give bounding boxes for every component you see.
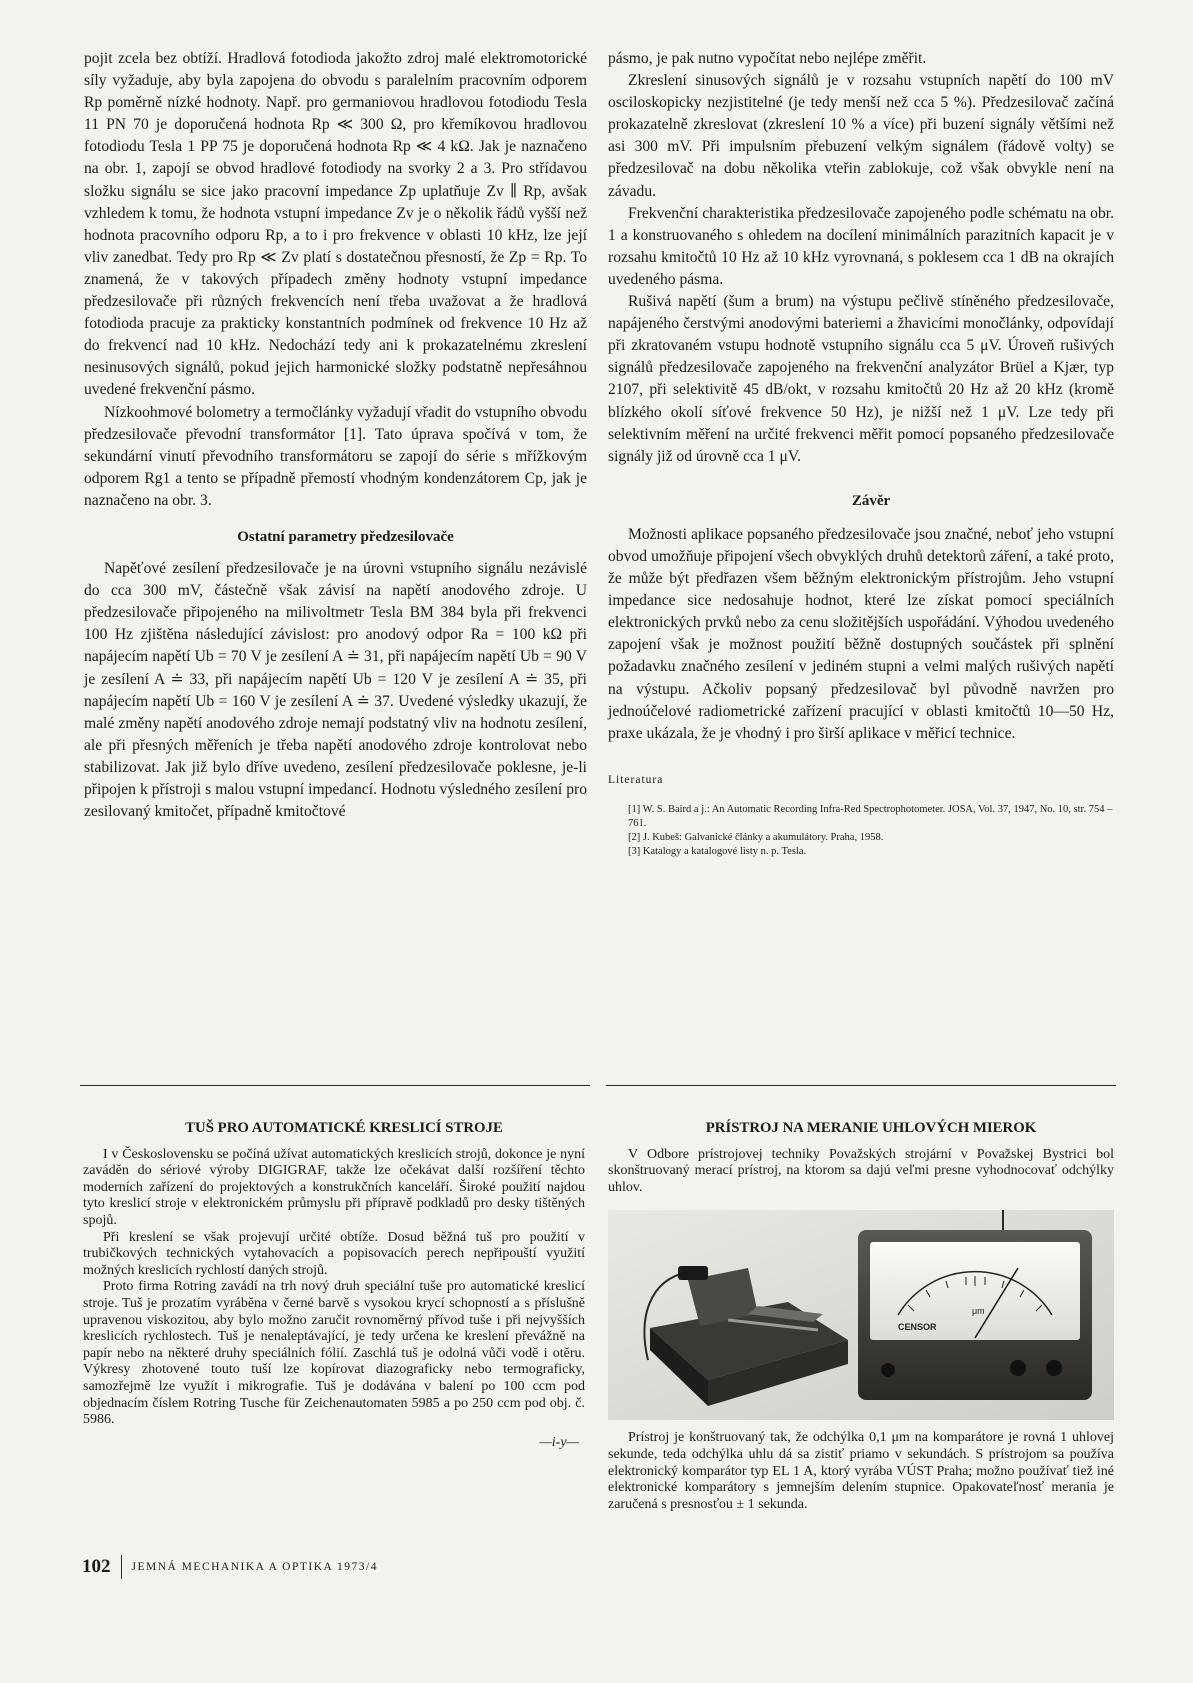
photo-caption: Prístroj je konštruovaný tak, že odchýlka 0,1 μm na komparátore je rovná 1 uhlovej sekunde, teda odchýlka uhlu dá sa zistiť priamo v sekundách. S prístrojom sa používa elektronický komparátor typ EL 1 A, ktorý vyrába VÚST Praha; možno používať tiež iné elektronické komparátory s jemnejším delením stupnice. Opakovateľnosť merania je zaručená s presnosťou ± 1 sekunda. [608,1430,1114,1512]
meter-unit-label: μm [972,1306,985,1317]
knob-icon [1010,1360,1026,1376]
paragraph: Nízkoohmové bolometry a termočlánky vyžadují vřadit do vstupního obvodu předzesilovače převodní transformátor [1]. Tato úprava spočívá v tom, že sekundární vinutí převodního transformátoru se zapojí do série s mřížkovým odporem Rg1 a tento se případně přemostí vhodným kondenzátorem Cp, jak je naznačeno na obr. 3. [84,403,587,509]
page-number: 102 [82,1556,111,1577]
section-heading: Závěr [851,492,891,509]
paragraph: Při kreslení se však projevují určité obtíže. Dosud běžná tuš pro použití v trubičkových technických vytahovacích a popisovacích perech nepřipouští využití možných kreslicích rychlostí daných strojů. [83,1229,585,1278]
paragraph: Frekvenční charakteristika předzesilovače zapojeného podle schématu na obr. 1 a konstruovaného s ohledem na docílení minimálních parazitních kapacit je v rozsahu kmitočtů 10 Hz až 10 kHz vyrovnaná, s poklesem cca 1 dB na okrajích uvedeného pásma. [608,204,1114,288]
reference: [2] J. Kubeš: Galvanické články a akumulátory. Praha, 1958. [628,831,884,843]
section-heading: Ostatní parametry předzesilovače [237,528,454,545]
author-signature: —i-y— [539,1434,579,1450]
article-title: TUŠ PRO AUTOMATICKÉ KRESLICÍ STROJE [185,1120,503,1136]
paragraph: Možnosti aplikace popsaného předzesilovače jsou značné, neboť jeho vstupní obvod umožňuje připojení všech obvyklých druhů detektorů záření, a také proto, že může být předřazen všem běžným elektronickým přístrojům. Jeho vstupní impedance sice nedosahuje hodnot, které lze získat pomocí speciálních elektronických prvků nebo za cenu složitějších uspořádání. Výhodou uvedeného zapojení však je možnost použití běžně dostupných součástek při splnění požadavku značného zesílení v jediném stupni a velmi malých rušivých napětí na výstupu. Ačkoliv popsaný předzesilovač byl původně navržen pro jednoúčelové radiometrické zařízení pracující v oblasti kmitočtů 10—50 Hz, praxe ukázala, že je vhodný i pro širší aplikace v měřicí technice. [608,525,1114,742]
paragraph: pásmo, je pak nutno vypočítat nebo nejlépe změřit. [608,50,927,67]
knob-icon [881,1363,895,1377]
article-column-left [84,48,587,823]
meter-box [858,1230,1092,1400]
journal-name: JEMNÁ MECHANIKA A OPTIKA 1973/4 [131,1561,378,1573]
reference: [1] W. S. Baird a j.: An Automatic Recording Infra-Red Spectrophotometer. JOSA, Vol. 37, 1947, No. 10, str. 754 – 761. [628,803,1113,829]
article-column-right [608,48,1114,859]
divider [80,1085,590,1086]
paragraph: Zkreslení sinusových signálů je v rozsahu vstupních napětí do 100 mV osciloskopicky nezjistitelné (je tedy menší než cca 5 %). Předzesilovač začíná prokazatelně zkreslovat (zkreslení 10 % a více) při buzení signály většími než asi 300 mV. Při impulsním přebuzení velkým signálem (řádově volty) se předzesilovač na dobu několika vteřin zablokuje, což však obvykle není na závadu. [608,72,1114,200]
article-title: PRÍSTROJ NA MERANIE UHLOVÝCH MIEROK [705,1120,1037,1136]
page-footer [82,1555,378,1579]
literature-heading: Literatura [608,773,664,786]
paragraph: I v Československu se počíná užívat automatických kreslicích strojů, dokonce je nyní zaváděn do sériové výroby DIGIGRAF, takže lze očekávat další rozšíření těchto moderních zařízení do projektových a konstrukčních kanceláří. Široké použití najdou tyto kreslicí stroje v elektronickém průmyslu při přípravě podkladů pro desky tištěných spojů. [83,1146,585,1228]
article-pristroj [608,1120,1114,1513]
article-tus [83,1120,585,1451]
paragraph: V Odbore prístrojovej techniky Považských strojární v Považskej Bystrici bol skonštruovaný merací prístroj, na ktorom sa dajú veľmi presne vyhodnocovať odchýlky uhlov. [608,1146,1114,1195]
reference: [3] Katalogy a katalogové listy n. p. Tesla. [628,845,807,857]
paragraph: pojit zcela bez obtíží. Hradlová fotodioda jakožto zdroj malé elektromotorické síly vyžaduje, aby byla zapojena do obvodu s paralelním pracovním odporem Rp poměrně nízké hodnoty. Např. pro germaniovou hradlovou fotodiodu Tesla 11 PN 70 je doporučená hodnota Rp ≪ 300 Ω, pro křemíkovou hradlovou fotodiodu Tesla 1 PP 75 je doporučená hodnota Rp ≪ 4 kΩ. Jak je naznačeno na obr. 1, zapojí se obvod hradlové fotodiody na svorky 2 a 3. Pro střídavou složku signálu se sice jako pracovní impedance Zp uplatňuje Zv ∥ Rp, avšak vzhledem k tomu, že hodnota vstupní impedance Zv je o několik řádů vyšší než hodnota pracovního odporu Rp, a to i pro frekvence v oblasti 10 kHz, lze její vliv zanedbat. Tedy pro Rp ≪ Zv platí s dostatečnou přesností, že Zp = Rp. To znamená, že v takových případech změny hodnoty vstupní impedance předzesilovače při různých frekvencích není třeba uvažovat a že hradlová fotodioda pracuje za prakticky konstantních podmínek od frekvence 10 Hz až do frekvencí nad 10 kHz. Nedochází tedy ani k prokazatelnému zkreslení nesinusových signálů, pokud jejich harmonické složky podstatně nepřesáhnou uvedené frekvenční pásmo. [84,50,587,399]
divider [606,1085,1116,1086]
paragraph: Proto firma Rotring zavádí na trh nový druh speciální tuše pro automatické kreslicí stroje. Tuš je prozatím vyráběna v černé barvě s vysokou krycí schopností a s příslušně upravenou viskozitou, aby bylo možno zaručit rovnoměrný přívod tuše i při nejvyšších kreslicích rychlostech. Tuš je nenaleptávající, je tedy určena ke kreslení převážně na papír nebo na některé druhy speciálních fólií. Zaschlá tuš je odolná vůči vodě i otěru. Výkresy zhotovené touto tuší lze kopírovat diazograficky nebo termograficky, samozřejmě lze využít i mikrografie. Tuš je dodávána v balení po 100 ccm pod objednacím číslem Rotring Tusche für Zeichenautomaten 5985 a po 250 ccm pod obj. č. 5986. [83,1279,585,1428]
paragraph: Rušivá napětí (šum a brum) na výstupu pečlivě stíněného předzesilovače, napájeného čerstvými anodovými bateriemi a žhavicími monočlánky, odpovídají při zkratovaném vstupu hodnotě vstupního signálu cca 5 μV. Úroveň rušivých signálů předzesilovače zapojeného na frekvenční analyzátor Brüel a Kjær, typ 2107, při selektivitě 45 dB/okt, v rozsahu kmitočtů 20 Hz až 20 kHz (kromě blízkého okolí síťové frekvence 50 Hz), je nižší než 1 μV. Lze tedy při selektivním měření na určité frekvenci měřit pomocí popsaného předzesilovače signály již od úrovně cca 1 μV. [608,293,1114,465]
instrument-photo [608,1210,1114,1420]
knob-icon [1046,1360,1062,1376]
meter-brand-label: CENSOR [898,1322,937,1333]
paragraph: Napěťové zesílení předzesilovače je na úrovni vstupního signálu nezávislé do cca 300 mV, částečně však závisí na napětí anodového zdroje. U předzesilovače připojeného na milivoltmetr Tesla BM 384 byla při frekvenci 100 Hz zjištěna následující závislost: pro anodový odpor Ra = 100 kΩ při napájecím napětí Ub = 70 V je zesílení A ≐ 31, při napájecím napětí Ub = 90 V je zesílení A ≐ 33, při napájecím napětí Ub = 120 V je zesílení A ≐ 35, při napájecím napětí Ub = 160 V je zesílení A ≐ 37. Uvedené výsledky ukazují, že malé změny napětí anodového zdroje nemají podstatný vliv na hodnotu zesílení, ale při přesných měřeních je třeba napětí anodového zdroje kontrolovat nebo stabilizovat. Jak již bylo dříve uvedeno, zesílení předzesilovače poklesne, je-li připojen k přístroji s malou vstupní impedancí. Hodnotu výsledného zesílení pro zesilovaný kmitočet, případně kmitočtové [84,560,587,821]
